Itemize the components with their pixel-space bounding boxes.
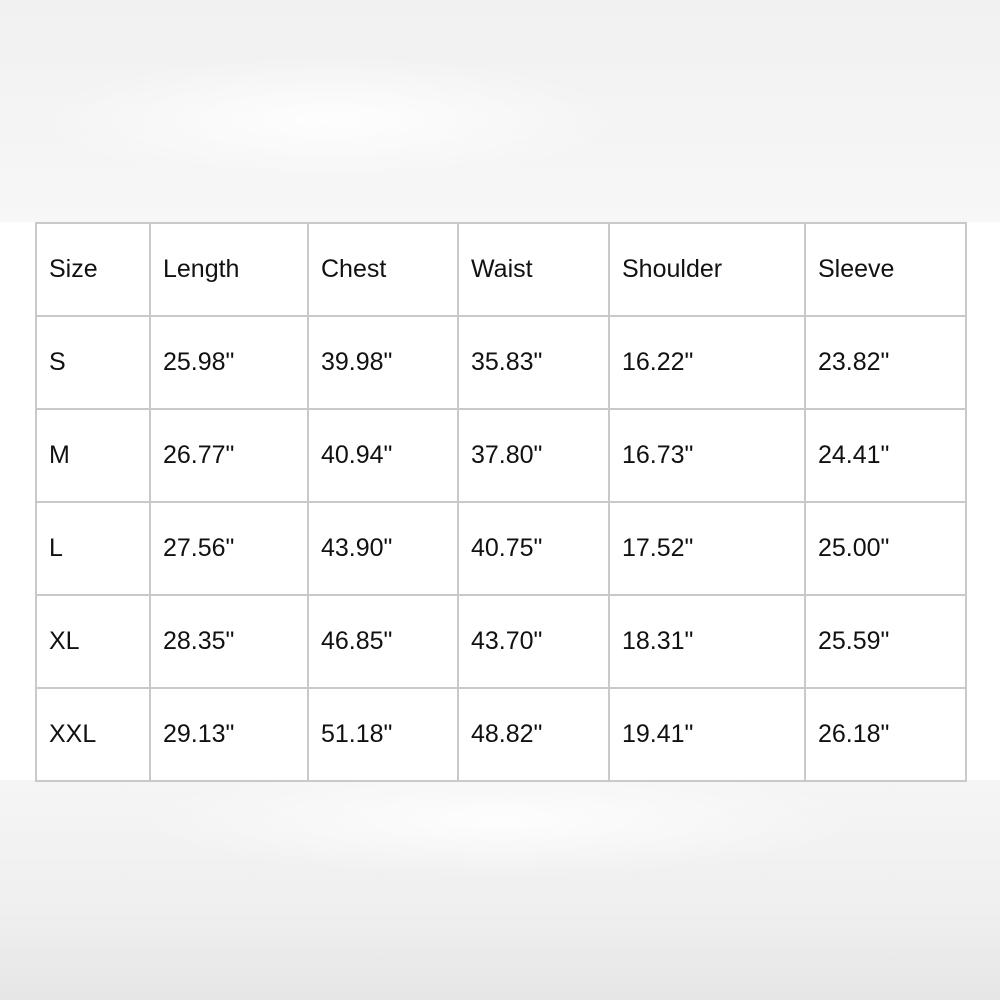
table-row [36,316,966,409]
cell-sleeve: 25.59" [805,595,966,688]
size-chart-table [35,222,967,782]
cell-length: 26.77" [150,409,308,502]
header-sleeve: Sleeve [805,223,966,316]
cell-waist: 48.82" [458,688,609,781]
header-chest: Chest [308,223,458,316]
cell-chest: 46.85" [308,595,458,688]
cell-size: XXL [36,688,150,781]
header-shoulder: Shoulder [609,223,805,316]
table-row [36,595,966,688]
cell-size: XL [36,595,150,688]
cell-shoulder: 19.41" [609,688,805,781]
cell-length: 25.98" [150,316,308,409]
table-row [36,409,966,502]
cell-size: S [36,316,150,409]
cell-sleeve: 25.00" [805,502,966,595]
cell-waist: 40.75" [458,502,609,595]
cell-length: 28.35" [150,595,308,688]
cell-shoulder: 16.73" [609,409,805,502]
size-chart [35,222,965,780]
cell-chest: 39.98" [308,316,458,409]
cell-shoulder: 16.22" [609,316,805,409]
table-header-row [36,223,966,316]
cell-chest: 43.90" [308,502,458,595]
background-bottom [0,780,1000,1000]
header-size: Size [36,223,150,316]
cell-waist: 37.80" [458,409,609,502]
cell-size: L [36,502,150,595]
header-waist: Waist [458,223,609,316]
cell-waist: 35.83" [458,316,609,409]
cell-chest: 40.94" [308,409,458,502]
cell-shoulder: 17.52" [609,502,805,595]
cell-sleeve: 26.18" [805,688,966,781]
cell-length: 29.13" [150,688,308,781]
table-row [36,688,966,781]
header-length: Length [150,223,308,316]
cell-sleeve: 23.82" [805,316,966,409]
background-top [0,0,1000,222]
cell-sleeve: 24.41" [805,409,966,502]
table-row [36,502,966,595]
cell-waist: 43.70" [458,595,609,688]
cell-chest: 51.18" [308,688,458,781]
cell-shoulder: 18.31" [609,595,805,688]
cell-size: M [36,409,150,502]
cell-length: 27.56" [150,502,308,595]
